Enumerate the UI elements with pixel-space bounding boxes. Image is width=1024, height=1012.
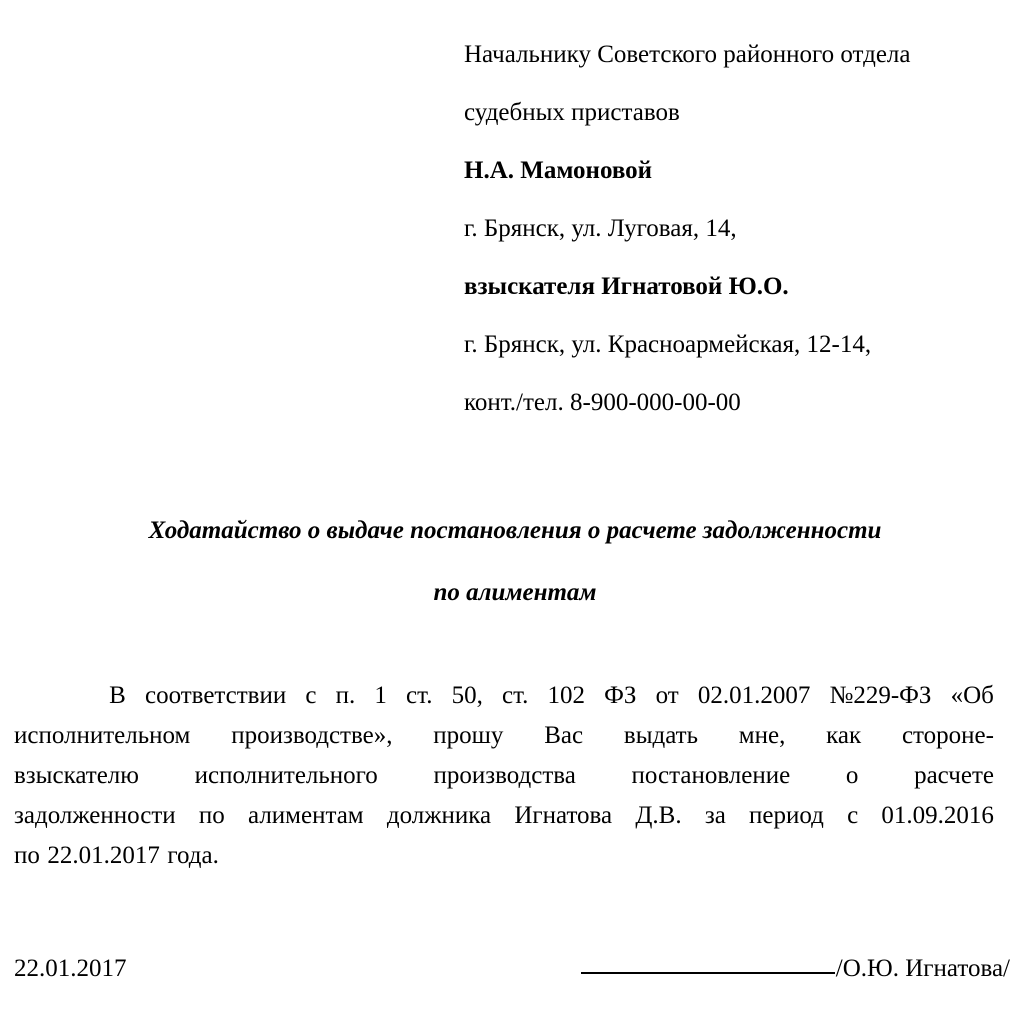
- document-date: 22.01.2017: [14, 955, 127, 982]
- body-word: 1: [374, 682, 387, 709]
- body-word: В: [109, 682, 126, 709]
- body-word: должника: [386, 802, 492, 829]
- body-word: ст.: [406, 682, 433, 709]
- body-word: исполнительном: [14, 722, 191, 749]
- body-word: Вас: [544, 722, 584, 749]
- body-word: выдать: [623, 722, 698, 749]
- body-line-5: [14, 836, 994, 876]
- addressee-line-3: Н.А. Мамоновой: [464, 157, 653, 184]
- body-word: года.: [167, 842, 219, 869]
- body-line-1: [14, 676, 994, 716]
- addressee-line-5: взыскателя Игнатовой Ю.О.: [464, 273, 789, 300]
- addressee-line-6: г. Брянск, ул. Красноармейская, 12-14,: [464, 331, 872, 358]
- title-line-1: Ходатайство о выдаче постановления о расчете задолженности: [148, 517, 882, 544]
- body-word: взыскателю: [14, 762, 139, 789]
- body-word: производстве»,: [231, 722, 393, 749]
- body-word: расчете: [914, 762, 994, 789]
- body-line-3: [14, 756, 994, 796]
- body-word: с: [847, 802, 859, 829]
- body-word: 22.01.2017: [47, 842, 160, 869]
- body-word: п.: [335, 682, 356, 709]
- document-footer: [14, 952, 1010, 986]
- body-line-4: [14, 796, 994, 836]
- signature-block: [581, 952, 1010, 986]
- body-word: 02.01.2007: [697, 682, 811, 709]
- addressee-block: [464, 26, 1012, 432]
- body-word: №229-ФЗ: [829, 682, 932, 709]
- body-word: с: [305, 682, 317, 709]
- addressee-line-7: конт./тел. 8-900-000-00-00: [464, 389, 741, 416]
- body-word: 102: [547, 682, 586, 709]
- addressee-line-4: г. Брянск, ул. Луговая, 14,: [464, 215, 737, 242]
- signature-name: /О.Ю. Игнатова/: [835, 955, 1010, 982]
- body-word: стороне-: [901, 722, 994, 749]
- signature-rule: [581, 972, 835, 974]
- body-word: как: [826, 722, 862, 749]
- body-word: 01.09.2016: [881, 802, 994, 829]
- body-line-2: [14, 716, 994, 756]
- body-word: мне,: [738, 722, 786, 749]
- body-word: алиментам: [248, 802, 364, 829]
- addressee-line-1: Начальнику Советского районного отдела: [464, 41, 911, 68]
- document-title: [60, 500, 970, 624]
- body-word: задолженности: [14, 802, 176, 829]
- body-word: Игнатова: [514, 802, 613, 829]
- title-line-2: по алиментам: [433, 579, 597, 606]
- body-word: о: [845, 762, 859, 789]
- body-word: исполнительного: [194, 762, 378, 789]
- body-word: по: [14, 842, 40, 869]
- body-word: за: [704, 802, 726, 829]
- body-word: по: [198, 802, 225, 829]
- body-paragraph: [14, 676, 994, 876]
- body-word: период: [749, 802, 824, 829]
- paragraph-indent: [14, 676, 90, 716]
- body-word: постановление: [631, 762, 791, 789]
- body-word: производства: [433, 762, 576, 789]
- addressee-line-2: судебных приставов: [464, 99, 680, 126]
- body-word: от: [655, 682, 679, 709]
- body-word: прошу: [433, 722, 504, 749]
- body-word: Д.В.: [635, 802, 682, 829]
- body-word: 50,: [451, 682, 483, 709]
- body-word: ст.: [501, 682, 529, 709]
- body-word: соответствии: [144, 682, 287, 709]
- body-word: «Об: [950, 682, 994, 709]
- body-word: ФЗ: [604, 682, 637, 709]
